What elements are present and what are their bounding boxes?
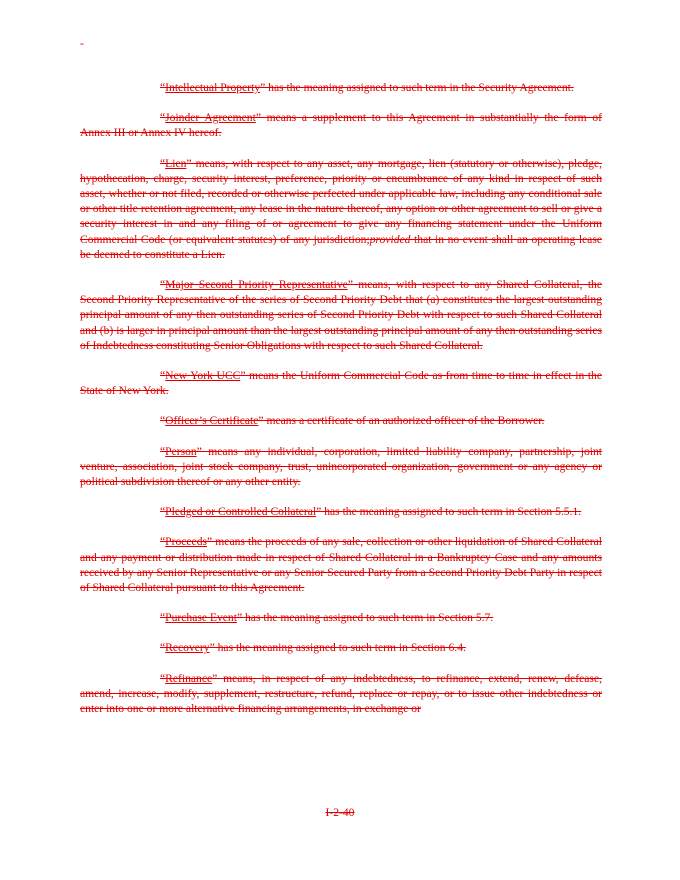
defined-term: Lien	[165, 156, 187, 170]
definition-pledged-or-controlled-collateral: “Pledged or Controlled Collateral” has the meaning assigned to such term in Section 5.5.1.	[160, 505, 582, 519]
defined-term: Recovery	[165, 641, 210, 655]
definition-proceeds: “Proceeds” means the proceeds of any sale, collection or other liquidation of Shared Collateral and any payment or distribution made in respect of Shared Collateral in a Bankruptcy Case and any amounts received by any Senior Representative or any Senior Secured Party from a Second Priority Debt Party in respect of Shared Collateral pursuant to this Agreement.	[80, 535, 602, 595]
defined-term: Intellectual Property	[165, 81, 261, 94]
definition-recovery: “Recovery” has the meaning assigned to such term in Section 6.4.	[160, 641, 466, 655]
definition-intellectual-property: “Intellectual Property” has the meaning assigned to such term in the Security Agreement.	[160, 81, 574, 94]
defined-term: Joinder Agreement	[165, 111, 256, 125]
defined-term: Proceeds	[165, 535, 208, 549]
definition-refinance: “Refinance” means, in respect of any indebtedness, to refinance, extend, renew, defease, amend, increase, modify, supplement, restructure, refund, replace or repay, or to issue other indebtedness or enter into one or more alternative financing arrangements, in exchange or	[80, 671, 602, 716]
definition-purchase-event: “Purchase Event” has the meaning assigned to such term in Section 5.7.	[160, 611, 494, 625]
definition-joinder-agreement: “Joinder Agreement” means a supplement to this Agreement in substantially the form of Annex III or Annex IV hereof.	[80, 111, 602, 140]
definition-lien: “Lien” means, with respect to any asset, any mortgage, lien (statutory or otherwise), pledge, hypothecation, charge, security interest, preference, priority or encumbrance of any kind in respect of such asset, whether or not filed, recorded or otherwise perfected under applicable law, including any conditional sale or other title retention agreement, any lease in the nature thereof, any option or other agreement to sell or give a security interest in and any filing of or agreement to give any financing statement under the Uniform Commercial Code (or equivalent statutes) of any jurisdiction;provided that in no event shall an operating lease be deemed to constitute a Lien.	[80, 156, 602, 261]
definition-major-second-priority-representative: “Major Second Priority Representative” means, with respect to any Shared Collateral, the Second Priority Representative of the series of Second Priority Debt that (a) constitutes the largest outstanding principal amount of any then outstanding series of Second Priority Debt with respect to such Shared Collateral and (b) is larger in principal amount than the largest outstanding principal amount of any then outstanding series of Indebtedness constituting Senior Obligations with respect to such Shared Collateral.	[80, 278, 602, 352]
defined-term: New York UCC	[165, 369, 241, 383]
definition-person: “Person” means any individual, corporation, limited liability company, partnership, joint venture, association, joint stock company, trust, unincorporated organization, government or any agency or political subdivision thereof or any other entity.	[80, 444, 602, 489]
definitions-list	[80, 80, 602, 731]
deletion-marker: -	[80, 36, 84, 50]
page-number: I-2-40	[325, 806, 355, 819]
definition-new-york-ucc: “New York UCC” means the Uniform Commercial Code as from time to time in effect in the State of New York.	[80, 369, 602, 398]
defined-term: Pledged or Controlled Collateral	[165, 505, 317, 519]
defined-term: Person	[165, 444, 197, 458]
defined-term: Major Second Priority Representative	[165, 278, 348, 292]
defined-term: Officer’s Certificate	[165, 414, 259, 428]
defined-term: Purchase Event	[165, 611, 237, 625]
defined-term: Refinance	[165, 671, 213, 685]
definition-officers-certificate: “Officer’s Certificate” means a certificate of an authorized officer of the Borrower.	[160, 414, 545, 428]
